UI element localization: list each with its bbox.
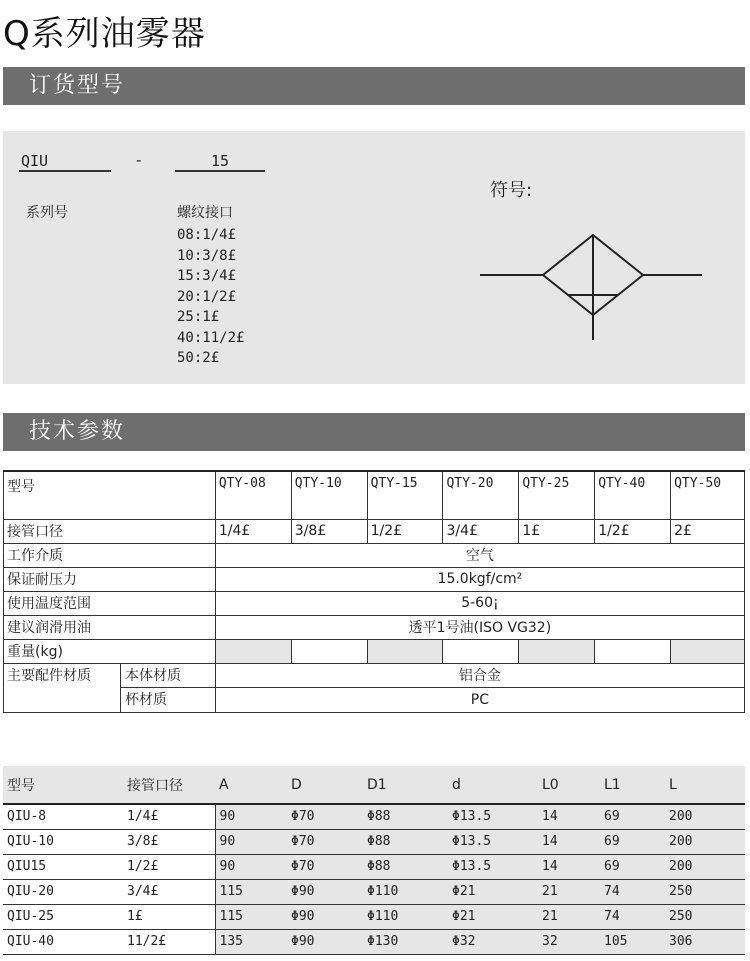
dim-header: L0 [538, 766, 600, 804]
weight-label: 重量(kg) [4, 639, 216, 663]
dim-model: QIU-25 [3, 904, 123, 929]
dim-value: Φ70 [287, 804, 363, 829]
dim-value: 90 [215, 854, 287, 879]
size-option: 25:1£ [177, 309, 220, 325]
spec-row-weight [4, 639, 745, 663]
dim-value: Φ13.5 [448, 804, 538, 829]
temp-value: 5-60¡ [215, 591, 744, 615]
dim-header: D1 [363, 766, 448, 804]
weight-cell [215, 639, 291, 663]
temp-label: 使用温度范围 [4, 591, 216, 615]
dim-value: 69 [600, 829, 665, 854]
dim-value: 14 [538, 829, 600, 854]
model-cell: QTY-15 [367, 471, 443, 519]
dim-value: 105 [600, 929, 665, 954]
dim-header: d [448, 766, 538, 804]
dim-value: Φ130 [363, 929, 448, 954]
port-cell: 1/4£ [215, 519, 291, 543]
dim-value: 306 [665, 929, 745, 954]
medium-label: 工作介质 [4, 543, 216, 567]
dim-value: 115 [215, 879, 287, 904]
size-code: 15 [175, 152, 265, 172]
material-label: 主要配件材质 [4, 664, 121, 712]
dim-model: QIU15 [3, 854, 123, 879]
dim-value: 250 [665, 879, 745, 904]
model-cell: QTY-40 [595, 471, 671, 519]
body-value: 铝合金 [215, 663, 744, 688]
spec-row-pressure [4, 567, 745, 591]
spec-row-port [4, 519, 745, 543]
medium-value: 空气 [215, 543, 744, 567]
dim-value: Φ90 [287, 929, 363, 954]
spec-row-oil [4, 615, 745, 639]
dim-value: 90 [215, 829, 287, 854]
model-cell: QTY-20 [443, 471, 519, 519]
dim-port: 3/4£ [123, 879, 215, 904]
dim-value: 200 [665, 804, 745, 829]
page-title: Q系列油雾器 [3, 14, 206, 54]
spec-row-medium [4, 543, 745, 567]
spec-section-heading: 技术参数 [3, 413, 745, 451]
dim-port: 3/8£ [123, 829, 215, 854]
spec-row-body-material [4, 663, 745, 688]
cup-value: PC [215, 688, 744, 713]
size-option: 50:2£ [177, 350, 220, 366]
model-cell: QTY-25 [519, 471, 595, 519]
dim-port: 1£ [123, 904, 215, 929]
size-option: 15:3/4£ [177, 268, 237, 284]
oil-value: 透平1号油(ISO VG32) [215, 615, 744, 639]
dim-value: Φ110 [363, 904, 448, 929]
weight-cell [595, 639, 671, 663]
dimension-row [3, 929, 745, 954]
dim-value: Φ13.5 [448, 829, 538, 854]
weight-cell [367, 639, 443, 663]
dim-value: 115 [215, 904, 287, 929]
lubricator-symbol-icon [480, 230, 704, 342]
dim-value: 14 [538, 804, 600, 829]
port-cell: 2£ [671, 519, 745, 543]
dim-value: 90 [215, 804, 287, 829]
dim-value: Φ88 [363, 854, 448, 879]
dim-model: QIU-8 [3, 804, 123, 829]
dim-value: Φ90 [287, 904, 363, 929]
spec-row-temp [4, 591, 745, 615]
dim-port: 1/4£ [123, 804, 215, 829]
dim-value: Φ88 [363, 804, 448, 829]
port-cell: 3/4£ [443, 519, 519, 543]
size-option: 08:1/4£ [177, 227, 237, 243]
dim-value: Φ13.5 [448, 854, 538, 879]
weight-cell [291, 639, 367, 663]
dim-header: L1 [600, 766, 665, 804]
dimension-row [3, 879, 745, 904]
models-label: 型号 [4, 471, 216, 519]
dimension-table [3, 766, 745, 955]
weight-cell [443, 639, 519, 663]
dim-value: Φ32 [448, 929, 538, 954]
dim-value: 69 [600, 854, 665, 879]
dim-value: 32 [538, 929, 600, 954]
port-cell: 1/2£ [595, 519, 671, 543]
dim-value: 21 [538, 904, 600, 929]
size-option: 10:3/8£ [177, 247, 237, 264]
dim-value: Φ21 [448, 904, 538, 929]
code-dash: - [136, 151, 142, 169]
oil-label: 建议润滑用油 [4, 615, 216, 639]
dim-value: 21 [538, 879, 600, 904]
port-cell: 1/2£ [367, 519, 443, 543]
symbol-label: 符号: [490, 180, 533, 201]
dim-header: D [287, 766, 363, 804]
dimension-header-row [3, 766, 745, 804]
dimension-row [3, 854, 745, 879]
dimension-row [3, 804, 745, 829]
dim-value: 200 [665, 854, 745, 879]
cup-label: 杯材质 [125, 691, 167, 708]
dim-model: QIU-20 [3, 879, 123, 904]
dim-value: Φ70 [287, 854, 363, 879]
dim-value: 74 [600, 879, 665, 904]
material-cell [4, 663, 216, 712]
dim-header: L [665, 766, 745, 804]
dim-value: 14 [538, 854, 600, 879]
pressure-label: 保证耐压力 [4, 567, 216, 591]
dim-port: 11/2£ [123, 929, 215, 954]
dim-value: 250 [665, 904, 745, 929]
model-cell: QTY-50 [671, 471, 745, 519]
dim-header: 接管口径 [123, 766, 215, 804]
dimension-row [3, 904, 745, 929]
dim-value: Φ90 [287, 879, 363, 904]
size-option: 20:1/2£ [177, 288, 237, 305]
port-label: 接管口径 [4, 519, 216, 543]
spec-row-models [4, 471, 745, 519]
size-list [177, 225, 244, 369]
body-label: 本体材质 [121, 664, 215, 688]
dim-value: Φ70 [287, 829, 363, 854]
dimension-row [3, 829, 745, 854]
dim-value: Φ88 [363, 829, 448, 854]
dim-value: 74 [600, 904, 665, 929]
thread-label: 螺纹接口 [177, 205, 233, 221]
weight-cell [671, 639, 745, 663]
dim-model: QIU-40 [3, 929, 123, 954]
dim-value: 69 [600, 804, 665, 829]
port-cell: 3/8£ [291, 519, 367, 543]
model-cell: QTY-08 [215, 471, 291, 519]
size-option: 40:11/2£ [177, 329, 245, 346]
port-cell: 1£ [519, 519, 595, 543]
dim-value: Φ21 [448, 879, 538, 904]
series-code: QIU [19, 152, 111, 172]
order-section-heading: 订货型号 [3, 67, 745, 105]
dim-header: A [215, 766, 287, 804]
dim-model: QIU-10 [3, 829, 123, 854]
model-cell: QTY-10 [291, 471, 367, 519]
weight-cell [519, 639, 595, 663]
dim-header: 型号 [3, 766, 123, 804]
dim-value: 135 [215, 929, 287, 954]
dim-value: Φ110 [363, 879, 448, 904]
dim-value: 200 [665, 829, 745, 854]
series-label: 系列号 [26, 205, 68, 221]
spec-table [3, 470, 745, 713]
pressure-value: 15.0kgf/cm² [215, 567, 744, 591]
dim-port: 1/2£ [123, 854, 215, 879]
